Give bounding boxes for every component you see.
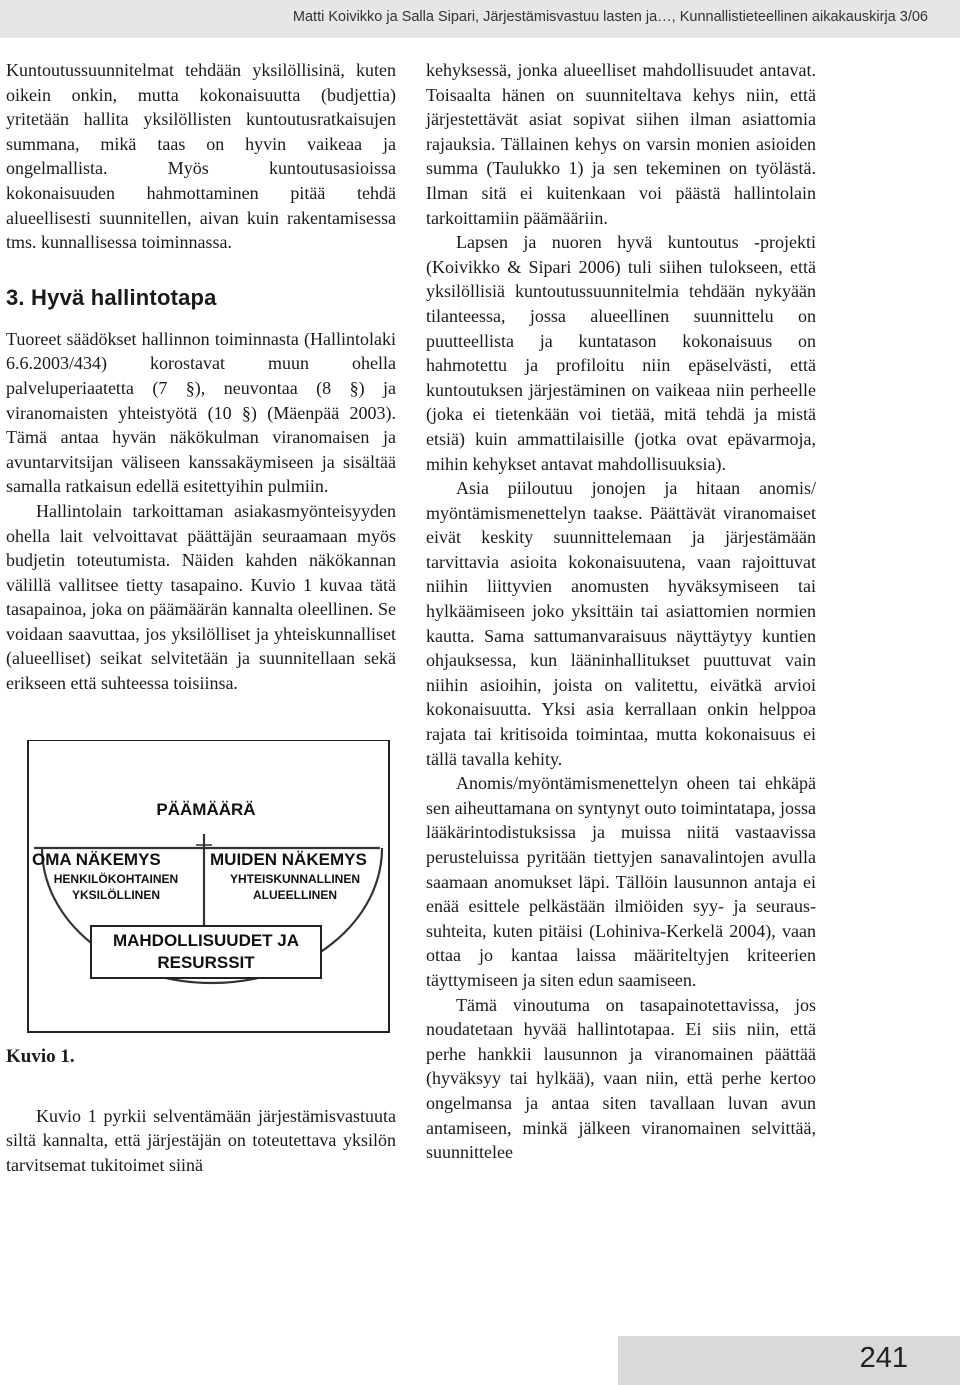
figure-others-view-sub1: YHTEISKUNNALLINEN [229,871,360,886]
page-number-box [618,1336,960,1385]
figure-own-view-title: OMA NÄKEMYS [32,849,161,869]
figure-others-view-sub2: ALUEELLINEN [253,887,337,902]
figure-others-view-title: MUIDEN NÄKEMYS [210,849,367,869]
figure-own-view-sub2: YKSILÖLLINEN [71,887,160,902]
figure-balance-diagram [6,740,396,1040]
figure-resources-line2: RESURSSIT [157,952,255,972]
paragraph: Anomis/myöntämismenettelyn oheen tai ehkäpä sen aiheuttamana on syntynyt outo toimintatapa, jossa lääkärintodistuksissa ja muissa niitä vastaavissa perusteluissa pyritään tiettyjen sanavalintojen avulla saamaan anomukset läpi. Tällöin lausunnon antaja ei enää esittele pelkästään ilmiöiden syy- ja seuraussuhteita, kuten pitäisi (Lohiniva-Kerkelä 2004), vaan ottaa jo kantaa laissa määriteltyjen kriteerien täyttymiseen ja siten edun saamiseen. [426,773,816,990]
paragraph: kehyksessä, jonka alueelliset mahdollisuudet antavat. Toisaalta hänen on suunniteltava kehys niin, että järjestettävät asiat sopivat siihen ilman asiattomia rajauksia. Tällainen kehys on varsin monien asioiden summa (Taulukko 1) ja sen tekeminen on työlästä. Ilman sitä ei kuitenkaan voi päästä hallintolain tarkoittamiin päämääriin. [426,60,816,228]
figure-resources-line1: MAHDOLLISUUDET JA [112,930,300,950]
right-column [426,58,816,1165]
paragraph: Hallintolain tarkoittaman asiakasmyönteisyyden ohella lait velvoittavat päättäjän seuraamaan myös budjetin toteutumista. Näiden kahden näkökannan välillä vallitsee tietty tasapaino. Kuvio 1 kuvaa tätä tasapainoa, joka on päämäärän kannalta oleellinen. Se voidaan saavuttaa, jos yksilölliset ja yhteiskunnalliset (alueelliset) seikat selvitetään ja suunnitellaan sekä erikseen että suhteessa toisiinsa. [6,500,396,694]
running-title: Matti Koivikko ja Salla Sipari, Järjestämisvastuu lasten ja…, Kunnallistieteellinen aikakauskirja 3/06 [292,9,928,25]
paragraph: Asia piiloutuu jonojen ja hitaan anomis/ myöntämismenettelyn taakse. Päättävät viranomaiset eivät keskity suunnittelemaan ja järjestämään tarvittavia asioita kokonaisuutena, vaan rajoittuvat niihin liittyvien anomusten hyväksymiseen tai hylkäämiseen joko yksittäin tai asiattomien normien kautta. Sama sattumanvaraisuus näyttäytyy kuntien ohjauksessa, kun lääninhallitukset puuttuvat vain niihin asioihin, joista on valitettu, eivätkä arvioi kokonaisuutta. Yksi asia kerrallaan onkin helppoa rajata tai kritisoida toimintaa, mutta kokonaisuus ei tällä tavalla kehity. [426,478,816,769]
section-heading: 3. Hyvä hallintotapa [6,284,217,310]
figure-own-view-sub1: HENKILÖKOHTAINEN [53,871,179,886]
left-column [6,58,396,1177]
figure-caption: Kuvio 1. [6,1045,75,1067]
page-number: 241 [859,1342,908,1374]
paragraph: Tuoreet säädökset hallinnon toiminnasta (Hallintolaki 6.6.2003/434) korostavat muun ohella palveluperiaatetta (7 §), neuvontaa (8 §) ja viranomaisten yhteistyötä (10 §) (Mäenpää 2003). Tämä antaa hyvän näkökulman viranomaisen ja avuntarvitsijan väliseen kanssakäymiseen ja sisältää samalla ratkaisun edellä esitettyihin pulmiin. [6,328,396,497]
paragraph: Lapsen ja nuoren hyvä kuntoutus -projekti (Koivikko & Sipari 2006) tuli siihen tulokseen, että yksilöllisiä kuntoutussuunnitelmia tehdään nykyään tilanteessa, jossa alueellinen suunnittelu on puutteellista ja kuntatason kokonaisuus on hahmotettu ja profiloitu niin epäselvästi, että kuntoutuksen järjestäminen on vaikeaa niin perheelle (joka ei tietenkään voi tietää, mitä tehdä ja mistä etsiä) kuin ammattilaisille (jotka ovat epävarmoja, mihin kehykset antavat mahdollisuuksia). [426,232,816,474]
paragraph: Kuvio 1 pyrkii selventämään järjestämisvastuuta siltä kannalta, että järjestäjän on toteutettava yksilön tarvitsemat tukitoimet siinä [6,1105,396,1175]
paragraph: Tämä vinoutuma on tasapainotettavissa, jos noudatetaan hyvää hallintotapaa. Ei siis niin, että perhe hankkii lausunnon ja viranomainen päättää (hyväksyy tai hylkää), vaan niin, että perhe kertoo ongelmansa ja antaa siten tavallaan luvan avun antamiseen, minkä jälkeen viranomainen selvittää, suunnittelee [426,994,816,1163]
running-header [0,0,960,38]
figure-goal-label: PÄÄMÄÄRÄ [156,799,256,819]
paragraph: Kuntoutussuunnitelmat tehdään yksilöllisinä, kuten oikein onkin, mutta kokonaisuutta (budjettia) yritetään hallita yksilöllisten kuntoutusratkaisujen summana, mikä taas on hyvin vaikeaa ja ongelmallista. Myös kuntoutusasioissa kokonaisuuden hahmottaminen pitää tehdä alueellisesti suunnitellen, aivan kuin rakentamisessa tms. kunnallisessa toiminnassa. [6,60,396,253]
